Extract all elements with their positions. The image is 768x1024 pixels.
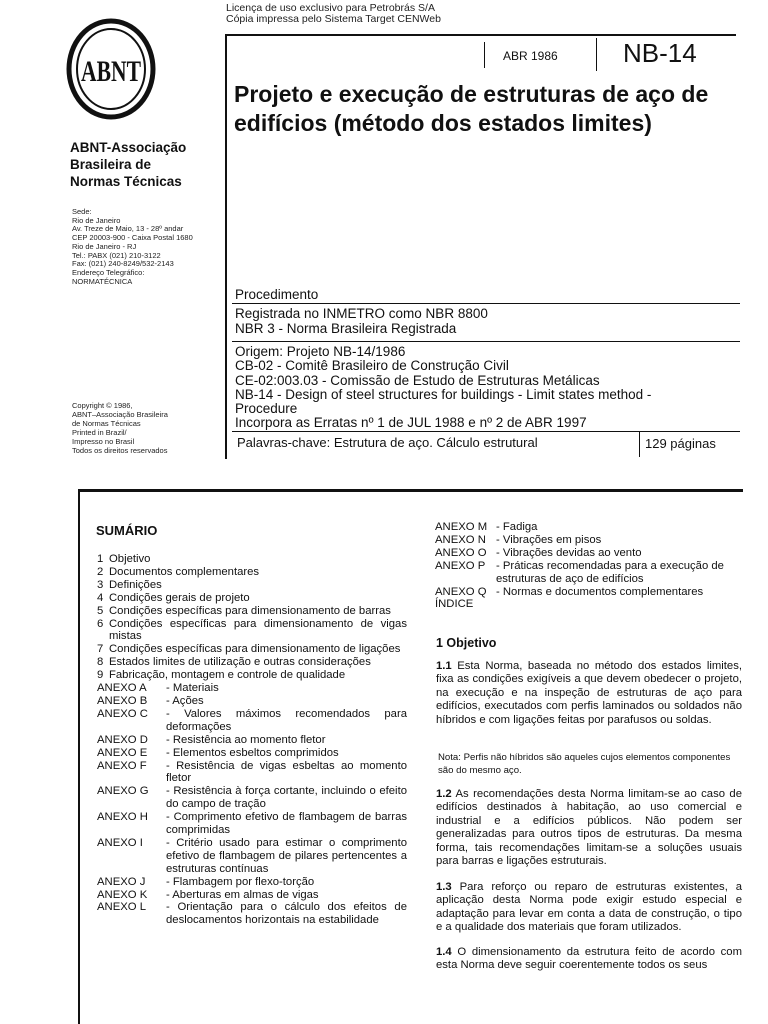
annex-item	[435, 547, 745, 560]
address-line: Tel.: PABX (021) 210-3122	[72, 250, 161, 260]
registration-rule	[232, 341, 740, 342]
annex-text: - Orientação para o cálculo dos efeitos de deslocamentos horizontais na estabilidade	[166, 901, 407, 927]
paragraph-number: 1.2	[436, 788, 452, 800]
organization-line-3: Normas Técnicas	[70, 174, 182, 189]
origin-block	[235, 345, 755, 431]
organization-line-2: Brasileira de	[70, 157, 152, 172]
toc-item	[97, 566, 407, 579]
standard-code: NB-14	[623, 38, 697, 68]
page-left-rule	[78, 489, 80, 1024]
origin-line: NB-14 - Design of steel structures for buildings - Limit states method -	[235, 386, 652, 402]
paragraph-1-4	[436, 946, 742, 973]
paragraph-number: 1.4	[436, 946, 452, 958]
origin-line: CE-02:003.03 - Comissão de Estudo de Estruturas Metálicas	[235, 372, 600, 388]
toc-text: Fabricação, montagem e controle de qualidade	[109, 669, 346, 682]
annex-item	[97, 837, 407, 876]
address-line: Rio de Janeiro - RJ	[72, 241, 137, 251]
license-line-1: Licença de uso exclusivo para Petrobrás S/A	[226, 2, 435, 14]
annex-item	[435, 534, 745, 547]
paragraph-number: 1.3	[436, 881, 452, 893]
note: Nota: Perfis não híbridos são aqueles cujos elementos componentes são do mesmo aço.	[438, 752, 731, 776]
copyright-line: Printed in Brazil/	[72, 427, 127, 437]
annex-label: ANEXO C	[97, 707, 148, 720]
registration-line-1: Registrada no INMETRO como NBR 8800	[235, 306, 488, 321]
toc-text: Condições específicas para dimensionamento de ligações	[109, 643, 401, 656]
toc-text: Estados limites de utilização e outras considerações	[109, 656, 371, 669]
publication-date: ABR 1986	[503, 49, 558, 63]
annex-label: ANEXO O	[435, 546, 487, 559]
paragraph-1-3	[436, 881, 742, 935]
annex-text: - Normas e documentos complementares	[496, 585, 704, 598]
document-title: Projeto e execução de estruturas de aço de edifícios (método dos estados limites)	[234, 81, 709, 136]
paragraph-1-1	[436, 660, 742, 727]
annex-list-continued	[435, 521, 745, 611]
annex-text: - Fadiga	[496, 521, 538, 533]
keywords: Palavras-chave: Estrutura de aço. Cálculo estrutural	[237, 435, 538, 450]
annex-text: - Resistência de vigas esbeltas ao momento fletor	[166, 759, 407, 785]
paragraph-number: 1.1	[436, 660, 452, 672]
toc-number: 1	[97, 553, 104, 565]
annex-text: - Vibrações em pisos	[496, 533, 602, 546]
origin-line: CB-02 - Comitê Brasileiro de Construção Civil	[235, 358, 509, 374]
header-top-rule	[225, 34, 736, 36]
toc-number: 8	[97, 656, 104, 669]
annex-text: - Materiais	[166, 682, 219, 695]
toc-item	[97, 656, 407, 669]
toc-item	[97, 605, 407, 618]
annex-item	[97, 876, 407, 889]
toc-text: Condições gerais de projeto	[109, 591, 250, 604]
annex-label: ANEXO P	[435, 559, 486, 572]
toc-number: 6	[97, 617, 104, 630]
copyright-line: ABNT–Associação Brasileira	[72, 409, 168, 419]
document-type: Procedimento	[235, 287, 319, 302]
annex-item	[435, 560, 745, 586]
date-box-divider	[484, 42, 485, 68]
annex-label: ANEXO Q	[435, 585, 487, 598]
annex-item	[97, 734, 407, 747]
annex-text: - Flambagem por flexo-torção	[166, 875, 315, 888]
toc-item	[97, 618, 407, 644]
annex-text: - Práticas recomendadas para a execução de estruturas de aço de edifícios	[496, 559, 724, 585]
annex-label: ANEXO D	[97, 733, 148, 746]
annex-item	[435, 521, 745, 534]
paragraph-text: Esta Norma, baseada no método dos estados limites, fixa as condições exigíveis a que devem obedecer o projeto, na execução e na inspeção de estruturas de aço para edifícios, executados com perfis laminados ou soldados não híbridos e com ligações feitas por parafusos ou soldas.	[436, 660, 742, 726]
annex-text: - Resistência ao momento fletor	[166, 733, 326, 746]
procedure-rule	[232, 303, 740, 304]
annex-text: - Resistência à força cortante, incluindo o efeito do campo de tração	[166, 785, 407, 811]
toc-number: 3	[97, 578, 104, 591]
license-line-2: Cópia impressa pelo Sistema Target CENWeb	[226, 13, 441, 25]
annex-text: - Comprimento efetivo de flambagem de barras comprimidas	[166, 811, 407, 837]
annex-label: ÍNDICE	[435, 598, 474, 611]
annex-label: ANEXO F	[97, 759, 147, 772]
address-line: Fax: (021) 240-8249/532-2143	[72, 259, 174, 269]
toc-number: 9	[97, 669, 104, 682]
annex-label: ANEXO M	[435, 521, 488, 533]
copyright-line: Impresso no Brasil	[72, 436, 135, 446]
paragraph-text: Para reforço ou reparo de estruturas existentes, a aplicação desta Norma pode exigir estudo especial e adaptação para levar em conta a data de construção, o tipo e a qualidade dos materiais que foram utilizados.	[436, 881, 742, 934]
annex-label: ANEXO B	[97, 694, 148, 707]
annex-label: ANEXO L	[97, 901, 146, 914]
annex-item	[97, 695, 407, 708]
annex-text: - Critério usado para estimar o comprimento efetivo de flambagem de pilares pertencentes a estruturas contínuas	[166, 836, 407, 875]
table-of-contents	[97, 553, 407, 927]
annex-item	[97, 811, 407, 837]
origin-line: Procedure	[235, 401, 298, 417]
annex-item	[435, 586, 745, 599]
license-notice	[226, 3, 441, 25]
copyright-line: Todos os direitos reservados	[72, 445, 168, 455]
annex-text: - Aberturas em almas de vigas	[166, 888, 319, 901]
toc-number: 2	[97, 565, 104, 578]
copyright-block	[72, 402, 168, 455]
annex-text: - Ações	[166, 694, 204, 707]
annex-item	[97, 901, 407, 927]
toc-number: 7	[97, 643, 104, 656]
annex-label: ANEXO H	[97, 811, 148, 824]
header-divider-vertical	[225, 36, 227, 459]
annex-text: - Vibrações devidas ao vento	[496, 546, 642, 559]
annex-item	[97, 682, 407, 695]
toc-text: Objetivo	[109, 553, 151, 565]
abnt-logo	[66, 18, 156, 120]
registration-block	[235, 307, 488, 336]
toc-text: Definições	[109, 578, 162, 591]
keywords-divider	[639, 432, 640, 457]
toc-text: Documentos complementares	[109, 565, 260, 578]
address-block	[72, 208, 193, 286]
annex-label: ANEXO G	[97, 785, 149, 798]
toc-item	[97, 553, 407, 566]
registration-line-2: NBR 3 - Norma Brasileira Registrada	[235, 320, 457, 336]
toc-item	[97, 592, 407, 605]
copyright-line: Copyright © 1986,	[72, 401, 133, 410]
page-count: 129 páginas	[645, 436, 716, 451]
summary-title: SUMÁRIO	[96, 523, 158, 538]
annex-label: ANEXO E	[97, 746, 148, 759]
address-line: Rio de Janeiro	[72, 215, 121, 225]
copyright-line: de Normas Técnicas	[72, 418, 141, 428]
paragraph-1-2	[436, 788, 742, 868]
address-line: Av. Treze de Maio, 13 - 28º andar	[72, 224, 184, 234]
annex-item	[97, 708, 407, 734]
annex-item	[97, 747, 407, 760]
annex-text: - Elementos esbeltos comprimidos	[166, 746, 339, 759]
address-line: CEP 20003-900 - Caixa Postal 1680	[72, 233, 193, 243]
address-line: Endereço Telegráfico:	[72, 267, 145, 277]
address-line: NORMATÉCNICA	[72, 276, 133, 286]
toc-item	[97, 579, 407, 592]
annex-label: ANEXO N	[435, 533, 486, 546]
annex-label: ANEXO K	[97, 888, 148, 901]
paragraph-text: As recomendações desta Norma limitam-se ao caso de edifícios destinados à habitação, ao uso comercial e industrial e a edifícios públicos. Não podem ser generalizadas para outros tipos de estruturas. Da mesma forma, tais recomendações limitam-se a soluções usuais para barras e ligações estruturais.	[436, 788, 742, 868]
organization-name	[70, 139, 186, 190]
abnt-logo-text: ABNT	[81, 55, 141, 88]
annex-item	[435, 598, 745, 611]
annex-item	[97, 760, 407, 786]
annex-item	[97, 889, 407, 902]
toc-text: Condições específicas para dimensionamento de barras	[109, 604, 391, 617]
origin-line: Origem: Projeto NB-14/1986	[235, 344, 406, 359]
section-top-rule	[78, 489, 743, 492]
section-heading: 1 Objetivo	[436, 636, 497, 650]
origin-line: Incorpora as Erratas nº 1 de JUL 1988 e nº 2 de ABR 1997	[235, 415, 587, 431]
organization-line-1: ABNT-Associação	[70, 140, 187, 155]
toc-item	[97, 669, 407, 682]
code-box-divider	[596, 38, 597, 71]
origin-rule	[232, 431, 740, 432]
toc-item	[97, 643, 407, 656]
address-line: Sede:	[72, 207, 92, 216]
annex-label: ANEXO A	[97, 682, 147, 695]
paragraph-text: O dimensionamento da estrutura feito de acordo com esta Norma deve seguir coerentemente todos os seus	[436, 946, 742, 972]
annex-item	[97, 785, 407, 811]
annex-text	[496, 598, 745, 611]
annex-label: ANEXO J	[97, 875, 146, 888]
toc-number: 5	[97, 604, 104, 617]
toc-text: Condições específicas para dimensionamento de vigas mistas	[109, 617, 407, 643]
annex-text: - Valores máximos recomendados para deformações	[166, 707, 407, 733]
toc-number: 4	[97, 591, 104, 604]
annex-label: ANEXO I	[97, 836, 143, 849]
